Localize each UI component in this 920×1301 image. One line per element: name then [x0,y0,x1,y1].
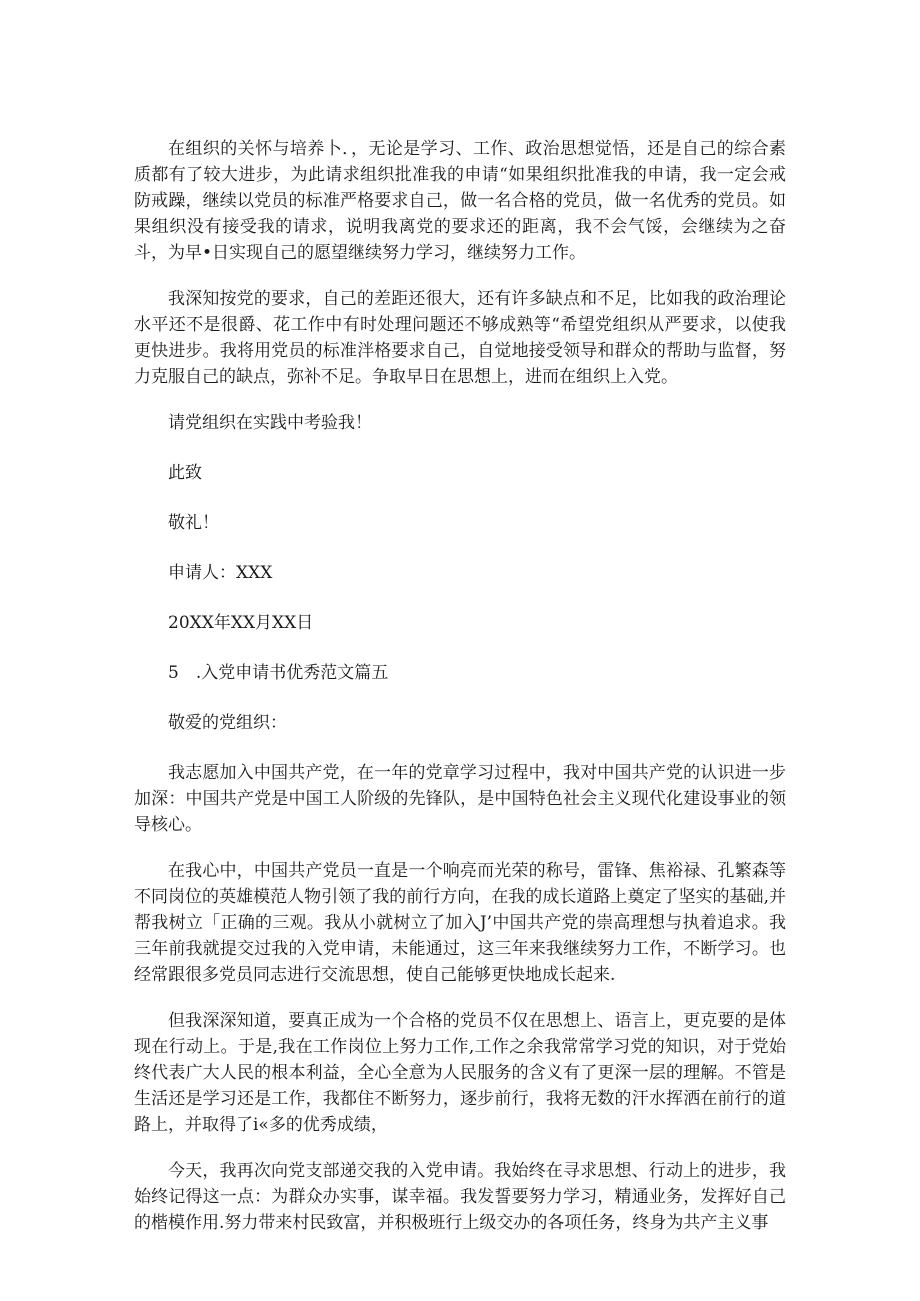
document-page [134,136,786,1256]
paragraph-role-models: 在我心中，中国共产党员一直是一个响亮而光荣的称号，雷锋、焦裕禄、孔繁森等不同岗位的英雄模范人物引领了我的前行方向，在我的成长道路上奠定了坚实的基础,并帮我树立「正确的三观。我从小就树立了加入J’中国共产党的崇高理想与执着追求。我三年前我就提交过我的入党申请，未能通过，这三年来我继续努力工作，不断学习。也经常跟很多党员同志进行交流思想，使自己能够更快地成长起来. [134,861,786,985]
paragraph-today: 今天，我再次向党支部递交我的入党申请。我始终在寻求思想、行动上的进步，我始终记得这一点：为群众办实事，谋幸福。我发誓要努力学习，精通业务，发挥好自己的楷模作用.努力带来村民致富，并积极班行上级交办的各项任务，终身为共产主义事 [134,1161,786,1233]
salutation-cizhi: 此致 [168,463,202,483]
paragraph-self-assessment: 我深知按党的要求，自己的差距还很大，还有许多缺点和不足，比如我的政治理论水平还不是很爵、花工作中有时处理问题还不够成熟等“希望党组织从严要求，以使我更快进步。我将用党员的标准泮格要求自己，自觉地接受领导和群众的帮助与监督，努力克服自己的缺点，弥补不足。争取早日在思想上，进而在组织上入党。 [134,289,786,387]
applicant-name: 申请人：XXX [168,563,273,583]
paragraph-commitment: 在组织的关怀与培养卜．，无论是学习、工作、政治思想觉悟，还是自己的综合素质都有了较大进步，为此请求组织批准我的申请“如果组织批准我的申请，我一定会戒防戒躁，继续以党员的标准严格要求自己，做一名合格的党员，做一名优秀的党员。如果组织没有接受我的请求，说明我离党的要求还的距离，我不会气馁，会继续为之奋斗，为早•日实现自己的愿望继续努力学习，继续努力工作。 [134,139,786,263]
section-heading: 5 .入党申请书优秀范文篇五 [168,663,389,683]
closing-request: 请党组织在实践中考验我！ [168,413,372,433]
paragraph-aspiration: 我志愿加入中国共产党，在一年的党章学习过程中，我对中国共产党的认识进一步加深：中国共产党是中国工人阶级的先锋队，是中国特色社会主义现代化建设事业的领导核心。 [134,763,786,835]
salutation-jingli: 敬礼！ [168,513,219,533]
greeting-line: 敬爱的党组织： [168,713,287,733]
paragraph-action: 但我深深知道，要真正成为一个合格的党员不仅在思想上、语言上，更克要的是体现在行动上。于是,我在工作岗位上努力工作,工作之余我常常学习党的知识，对于党始终代表广大人民的根本利益，全心全意为人民服务的含义有了更深一层的理解。不管是生活还是学习还是工作，我都住不断努力，逐步前行，我将无数的汗水挥洒在前行的道路上，并取得了i«多的优秀成绩， [134,1011,786,1135]
date-line: 20XX年XX月XX日 [168,613,314,633]
